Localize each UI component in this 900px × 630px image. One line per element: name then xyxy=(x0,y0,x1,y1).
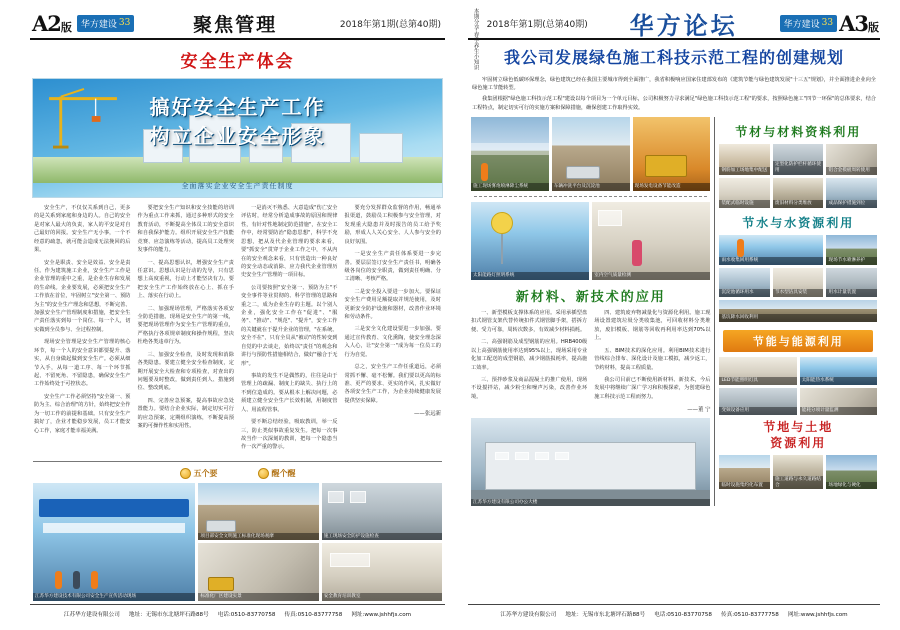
water-photo-grid-extra xyxy=(719,300,877,322)
para: 牢固树立绿色低碳环保理念，绿色建筑已经在我国主要城市得到全面推广，我省积极响应国家住建部发布的《建筑节能与绿色建筑发展"十三五"规划》，并全面推进企业向全绿色施工节能转型。 xyxy=(472,76,876,92)
photo-block xyxy=(322,543,442,601)
footer-fax: 传真:0510-83777758 xyxy=(284,611,343,618)
sub-headline-chips xyxy=(30,468,445,479)
water-photo-grid xyxy=(719,235,877,297)
photo-block xyxy=(826,235,877,265)
photo-caption: 变频设备应用 xyxy=(719,407,796,415)
footer-fax: 传真:0510-83777758 xyxy=(721,611,779,618)
para: 要把安全生产知识和安全技能的培训作为重点工作来抓，通过多种形式的安全教育活动，不断提高全体员工的安全意识和自我保护能力。组织开展安全生产技能竞赛、应急演练等活动，提高员工处理突发事件的能力。 xyxy=(137,205,234,254)
photo-block xyxy=(773,455,824,489)
photo-block xyxy=(826,455,877,489)
photo-caption: 废旧材料分类堆放 xyxy=(773,200,824,208)
para: 一是安全生产责任体系要进一步完善。要层层签订安全生产责任书，明确各级各岗位的安全职责，做到责任明确、分工清晰、考核严格。 xyxy=(344,251,441,283)
photo-block xyxy=(719,268,770,298)
para: 安全生产工作必须坚持"安全第一、预防为主、综合治理"的方针，始终把安全作为一切工作的前提和基础。只有安全生产搞好了，企业才能稳步发展，员工才能安心工作，家庭才能幸福美满。 xyxy=(34,393,131,434)
column-4 xyxy=(345,204,442,456)
section-title-land-line1: 节地与土地 xyxy=(763,420,834,435)
chip-label: 五个要 xyxy=(193,467,218,478)
photo-block xyxy=(552,117,630,191)
banner-headline xyxy=(33,93,442,151)
column-1 xyxy=(34,204,131,456)
company-logo-text: 华方建设 xyxy=(80,19,117,30)
column-1-text xyxy=(34,204,131,435)
section-title-water: 节水与水资源利用 xyxy=(742,216,855,231)
article-signature-right: ——董 宁 xyxy=(687,407,711,414)
para: 一、提高思想认识，增强安全生产责任意识。思想认识是行动的先导，只有思想上高度重视，行动上才能坚决有力。要把安全生产工作始终放在心上、抓在手上、落实在行动上。 xyxy=(137,259,234,300)
safety-banner-graphic xyxy=(32,78,443,198)
bottom-photo-block xyxy=(471,418,710,506)
section-title-land-line2: 资源利用 xyxy=(770,435,827,450)
column-1-text xyxy=(471,309,587,401)
page-number-a3 xyxy=(837,11,880,36)
page-number-text: A3 xyxy=(839,10,868,36)
para: 五、BIM技术的深化应用。利用BIM技术进行管线综合排布、深化设计及施工模拟，减少返工，节约材料，提高工程质量。 xyxy=(594,347,711,371)
para: 公司要按照"安全第一、预防为主"不变全事件等业贯彻的、科学管理的思路和重之二，成为企业生存的主题。以个别人企业，强化安全工作在"促进"、"服务"、"推动"、"规范"、"提升"，安全工作的关键就在于提升企业的管理，"在系统、安全不在"，只有全员从"被动"的性转变到自觉的中去谈走，始终以"责任"的观念和讲行与预防性措施相结合，做好"融合于无形"。 xyxy=(241,284,338,367)
side-label-right: 本期分享·春季养生小知识 xyxy=(472,8,479,71)
column-1 xyxy=(471,309,587,413)
company-logo-left xyxy=(77,15,134,32)
footer-left xyxy=(30,604,445,622)
right-page-body xyxy=(468,117,880,506)
section-title-energy: 节能与能源利用 xyxy=(723,330,873,352)
photo-caption: 安全教育培训教室 xyxy=(322,593,442,601)
para: 三、加强安全检查，及时发现和消除各类隐患。要建立健全安全检查制度，定期开展安全大检查和专项检查，对查出的问题要及时整改，做到责任到人、措施到位、整改到底。 xyxy=(137,351,234,392)
page-number-text: A2 xyxy=(32,10,61,36)
para: 现场安全管理是安全生产管理的核心环节，每一个人的安全意识都要提升、落实，从自身做起做到安全生产。必须从细节入手，从每一道工序、每一个环节抓起，不留死角、不留隐患，确保安全生产工作始终处于可控状态。 xyxy=(34,339,131,388)
article-signature-left: ——张远新 xyxy=(414,411,441,418)
footer-address: 地址：无锡市东北塘坪石路88号 xyxy=(565,611,646,618)
photo-caption: 装配式临时设施 xyxy=(719,200,770,208)
energy-photo-grid xyxy=(719,357,877,415)
banner-subtitle: 全面落实企业安全生产责任制度 xyxy=(181,182,294,190)
section-title-left: 聚焦管理 xyxy=(193,13,278,36)
footer-tel: 电话:0510-83770758 xyxy=(217,611,276,618)
photo-block xyxy=(800,388,877,416)
photo-block xyxy=(719,357,796,385)
photo-caption: 项目部安全文明施工标准化现场观摩 xyxy=(198,533,318,541)
photo-caption: 雨水收集回用系统 xyxy=(719,257,823,265)
headline-right: 我公司发展绿色施工科技示范工程的创建规划 xyxy=(503,48,844,67)
photo-caption: 用水计量装置 xyxy=(826,289,877,297)
photo-caption: 太阳能路灯照明系统 xyxy=(471,272,589,280)
mid-photo-row xyxy=(471,202,710,280)
divider-left-1 xyxy=(33,461,442,462)
photo-caption: 钢筋加工场地集中配送 xyxy=(719,167,770,175)
photo-caption: 成品保护措施到位 xyxy=(826,200,877,208)
para: 一、新型模板支撑体系的应用。采用承插型盘扣式钢管支架代替传统扣件式钢管脚手架，搭拆方便、受力可靠，周转次数多，有效减少材料损耗。 xyxy=(471,310,588,333)
photo-block xyxy=(826,268,877,298)
photo-block xyxy=(773,178,824,209)
article-columns-left xyxy=(30,204,445,456)
subsection-title-new-tech: 新材料、新技术的应用 xyxy=(515,290,666,306)
photo-caption: LED节能照明灯具 xyxy=(719,377,796,385)
photo-caption: 江苏华方建设技术有限公司安全生产宣传活动现场 xyxy=(33,593,195,601)
material-photo-grid xyxy=(719,144,877,208)
photo-caption: 施工现场安全防护设施检查 xyxy=(322,533,442,541)
smiley-icon xyxy=(180,468,191,479)
para: 总之，安全生产工作任重道远，必须常抓不懈、毫不松懈。我们要以更高的标准、更严的要求、更实的作风，扎实做好各项安全生产工作，为企业持续健康发展提供坚实保障。 xyxy=(344,364,441,404)
page-a3 xyxy=(468,8,880,622)
photo-caption: 沉淀池循环用水 xyxy=(719,289,770,297)
column-2 xyxy=(594,309,710,413)
photo-caption: 施工道路与永久道路结合 xyxy=(773,476,824,489)
photo-block xyxy=(33,483,195,601)
photo-block xyxy=(773,268,824,298)
photo-caption: 室内空气质量检测 xyxy=(592,272,710,280)
column-3 xyxy=(241,204,338,456)
top-photo-row xyxy=(471,117,710,191)
photo-block xyxy=(826,178,877,209)
photo-block xyxy=(633,117,711,191)
photo-block xyxy=(198,483,318,541)
photo-block xyxy=(826,144,877,175)
para: 四、完善应急预案，提高事故应急处置能力。要结合企业实际，制定切实可行的应急预案，定期组织演练，不断提高预案的可操作性和实用性。 xyxy=(137,397,234,430)
page-a2 xyxy=(30,8,445,622)
photo-caption: 铝合金模板周转使用 xyxy=(826,167,877,175)
photo-caption: 场地绿化与硬化 xyxy=(826,482,877,490)
column-2-text xyxy=(594,309,710,401)
photo-block xyxy=(719,178,770,209)
para: 一是消灭不熟悉、大意造成"伤亡安全评估时，经常分析造成事故的原因和规律性，有针对性地制定防范措施"，在安全工作中，经常要防治"隐患思想"，科学不充思想，把从及代企业管理的要求来看，要"抓安全"贯穿于企业工作之中，不从内在的安全观念来看，只有营造出一种良好的安全动态或消除、应力我代企业管理历史安全生产管理的一项目标。 xyxy=(241,205,338,279)
photo-block xyxy=(592,202,710,280)
footer-web[interactable]: 网址:www.jshhfjs.com xyxy=(351,611,412,618)
headline-left: 安全生产体会 xyxy=(180,52,295,72)
page-number-suffix: 版 xyxy=(60,20,71,34)
photo-grid-left xyxy=(30,483,445,601)
photo-caption: 临时设施集约化布置 xyxy=(719,482,770,490)
para: 我集团根据"绿色施工科技示范工程"建设以每个项目为一个单元目标，公司积极努力寻求满足"绿色施工科技示范工程"的要求，按照绿色施工"四节一环保"的总体要求，结合工程特点，制定切实可行的实施方案和保障措施，确保创建工作取得实效。 xyxy=(472,96,876,111)
photo-block xyxy=(198,543,318,601)
photo-block xyxy=(800,357,877,385)
lead-paragraphs xyxy=(468,76,880,112)
para: 安全是职责、安全是效益、安全是责任。作为建筑施工企业，安全生产工作是企业管理的重中之重，是企业生存和发展的生命线。企业要发展，必须把安全生产工作放在首位，牢固树立"安全第一、预防为主"的安全生产理念和思想，不断完善、加强安全生产管理制度和措施，把安全生产责任落实到每一个岗位、每一个人，切实做到全员参与、全过程控制。 xyxy=(34,259,131,333)
masthead-left xyxy=(30,8,445,40)
footer-web[interactable]: 网址:www.jshhfjs.com xyxy=(787,611,848,618)
para: 要不断总结经验，吸取教训，举一反三，防止类似事故重复发生。把每一次事故当作一次深刻的教训，把每一个隐患当作一次严重的警示。 xyxy=(241,419,338,451)
photo-caption: 节水型洁具安装 xyxy=(773,289,824,297)
company-logo-mark: 33 xyxy=(118,18,131,28)
footer-company: 江苏华方建设有限公司 xyxy=(63,611,120,618)
footer-tel: 电话:0510-83770758 xyxy=(654,611,712,618)
right-page-right-col xyxy=(714,117,877,506)
photo-block xyxy=(719,388,796,416)
photo-block xyxy=(322,483,442,541)
photo-block xyxy=(719,235,823,265)
para: 事故的发生不是偶然的，往往是由于管理上的疏漏、制度上的缺失、执行上的不到位造成的。要从根本上解决问题，必须建立健全安全生产长效机制，用制度管人、用流程管事。 xyxy=(241,373,338,413)
photo-block xyxy=(719,144,770,175)
issue-label-right: 2018年第1期(总第40期) xyxy=(486,19,588,30)
photo-caption: 标准化厂区建设实景 xyxy=(198,593,318,601)
photo-caption: 太阳能热水系统 xyxy=(800,377,877,385)
para: 我公司目前已不断使用新材料、新技术，今后发展中将继续广深广学习和积极探索，为创建绿色施工科技示范工程而努力。 xyxy=(594,377,711,400)
photo-block xyxy=(471,117,549,191)
photo-block xyxy=(719,300,877,322)
chip-item-1 xyxy=(180,468,218,479)
photo-caption: 现场发电设备节能改造 xyxy=(633,183,711,191)
smiley-icon xyxy=(258,468,269,479)
issue-label-left: 2018年第1期(总第40期) xyxy=(339,19,441,30)
mid-section-columns xyxy=(471,309,710,413)
footer-company: 江苏华方建设有限公司 xyxy=(500,611,557,618)
photo-caption: 能耗分项计量监测 xyxy=(800,407,877,415)
section-title-material: 节材与材料资料利用 xyxy=(735,125,862,140)
forum-title: 华方论坛 xyxy=(629,10,738,40)
divider-right-1 xyxy=(474,196,707,197)
para: 三是安全文化建设要进一步加强。要通过宣传教育、文化熏陶，使安全理念深入人心，让"安全第一"成为每一位员工的行为自觉。 xyxy=(344,326,441,358)
photo-block xyxy=(471,202,589,280)
para: 三、预拌砂浆及商品混凝土的推广使用，现场不设搅拌站，减少粉尘和噪声污染，改善作业环境。 xyxy=(471,377,588,400)
para: 要充分发挥群众监督的作用，畅通举报渠道，鼓励员工积极参与安全管理，对发现重大隐患并及时报告的员工给予奖励，形成人人关心安全、人人参与安全的良好氛围。 xyxy=(344,205,441,245)
column-2-text xyxy=(138,204,235,431)
para: 二、高强钢筋及成型钢筋的应用。HRB400级以上高强钢筋使用率达到95%以上，现场采用专业化加工配送的成型钢筋，减少钢筋损耗率，提高施工效率。 xyxy=(471,339,588,371)
company-logo-right xyxy=(780,15,837,32)
banner-line-2: 构立企业安全形象 xyxy=(149,124,326,148)
photo-caption: 定型化防护栏杆循环使用 xyxy=(773,161,824,174)
photo-caption: 江苏华方建设有限公司办公大楼 xyxy=(471,499,710,507)
chip-label: 醒个醒 xyxy=(271,467,296,478)
photo-caption: 车辆冲洗平台及沉淀池 xyxy=(552,183,630,191)
para: 二、加强现场管理，严格落实各项安全防范措施。现场是安全生产的第一线，要把现场管理作为安全生产管理的重点，严格执行各项规章制度和操作规程，坚决杜绝各类违章行为。 xyxy=(137,305,234,346)
chip-item-2 xyxy=(258,468,296,479)
para: 安全生产，不仅仅关系到自己，更多的是关系到家庭和身边的人。自己的安全是对家人最大的负责，家人的平安是对自己最好的回报。安全生产无小事，一个不经意的疏忽，就可能会造成无法挽回的后果。 xyxy=(34,205,131,254)
footer-address: 地址：无锡市东北塘坪石路88号 xyxy=(128,611,209,618)
photo-caption: 基坑降水回收利用 xyxy=(719,314,877,322)
column-3-text xyxy=(241,204,338,452)
company-logo-text: 华方建设 xyxy=(783,19,820,30)
photo-block xyxy=(719,455,770,489)
para: 四、建筑废弃物减量化与资源化利用。施工现场设置建筑垃圾分类收集池，可回收材料分类堆放，废旧模板、钢筋等回收再利用率达到70%以上。 xyxy=(594,310,711,342)
company-logo-mark: 33 xyxy=(821,18,834,28)
column-4-text xyxy=(345,204,442,405)
column-2 xyxy=(138,204,235,456)
page-number-suffix: 版 xyxy=(868,20,878,34)
photo-caption: 现场节水喷淋养护 xyxy=(826,257,877,265)
section-title-land xyxy=(719,420,877,451)
land-photo-grid xyxy=(719,455,877,489)
footer-right xyxy=(468,604,880,622)
para: 二是安全投入要进一步加大。要保证安全生产费用足额提取并规范使用，及时更新安全防护设施和器材，改善作业环境和劳动条件。 xyxy=(344,288,441,321)
photo-block xyxy=(773,144,824,175)
photo-caption: 施工现场雾炮喷淋降尘系统 xyxy=(471,183,549,191)
right-page-left-col xyxy=(471,117,710,506)
banner-line-1: 搞好安全生产工作 xyxy=(149,95,326,119)
page-number-a2 xyxy=(30,11,73,36)
